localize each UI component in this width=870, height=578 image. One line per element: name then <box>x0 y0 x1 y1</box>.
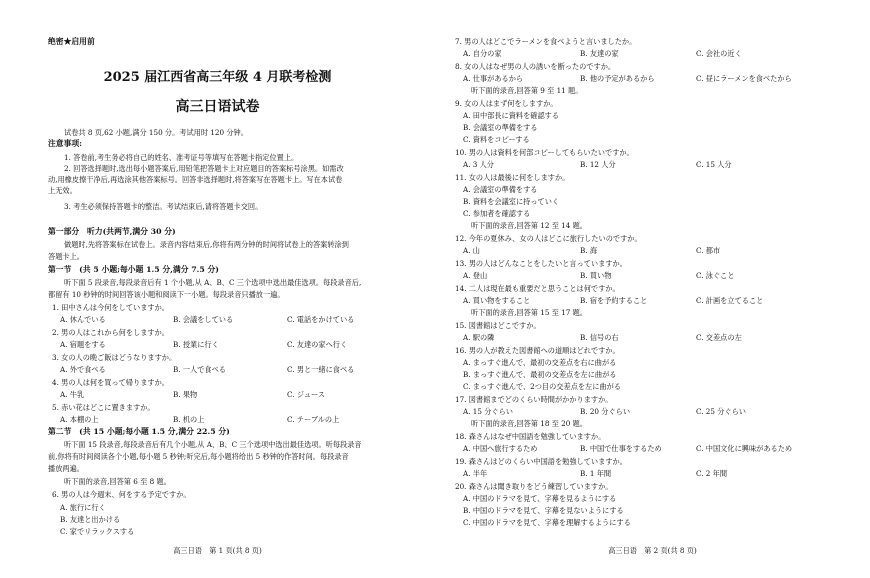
question-1: 1. 田中さんは今何をしていますか。 <box>52 303 169 312</box>
option-3c: C. 男と一緒に食べる <box>287 365 355 374</box>
option-14a: A. 買い物をすること <box>463 296 531 305</box>
part1-desc-2: 答题卡上。 <box>48 252 84 261</box>
option-9a: A. 田中部長に資料を確認する <box>463 111 560 120</box>
option-15b: B. 信号の右 <box>580 333 619 342</box>
option-5a: A. 本棚の上 <box>60 415 99 424</box>
listen-instruction-9-11: 听下面的录音,回答第 9 至 11 题。 <box>471 86 583 95</box>
question-13: 13. 男の人はどんなことをしたいと言っていますか。 <box>455 259 627 268</box>
option-6a: A. 旅行に行く <box>60 503 106 512</box>
option-10c: C. 15 人分 <box>696 160 732 169</box>
option-4a: A. 牛乳 <box>60 390 85 399</box>
option-19c: C. 2 年間 <box>696 469 728 478</box>
option-20a: A. 中国のドラマを見て、字幕を見るようにする <box>463 494 617 503</box>
section2-desc-2: 前,你将有时间阅读各个小题,每小题 5 秒钟;听完后,每小题将给出 5 秒钟的作答时间。每段录音 <box>48 452 349 461</box>
exam-intro: 试卷共 8 页,62 小题,满分 150 分。考试用时 120 分钟。 <box>64 128 248 137</box>
option-7a: A. 自分の家 <box>463 49 502 58</box>
part1-heading: 第一部分 听力(共两节,满分 30 分) <box>48 227 176 236</box>
option-15c: C. 交差点の左 <box>696 333 742 342</box>
option-10a: A. 3 人分 <box>463 160 494 169</box>
notice-item-2a: 2. 回答选择题时,选出每小题答案后,用铅笔把答题卡上对应题目的答案标号涂黑。如需改 <box>64 164 344 173</box>
section1-desc-2: 都留有 10 秒钟的时间回答该小题和阅读下一小题。每段录音只播放一遍。 <box>48 290 285 299</box>
option-8a: A. 仕事があるから <box>463 74 524 83</box>
option-6c: C. 家でリラックスする <box>60 527 135 536</box>
option-17b: B. 20 分ぐらい <box>580 407 631 416</box>
option-20c: C. 中国のドラマを見て、字幕を理解するようにする <box>463 518 631 527</box>
section2-desc-1: 听下面 15 段录音,每段录音后有几个小题,从 A、B、C 三个选项中选出最佳选项。听每段录音 <box>64 440 362 449</box>
question-15: 15. 図書館はどこですか。 <box>455 321 541 330</box>
question-7: 7. 男の人はどこでラーメンを食べようと言いましたか。 <box>455 37 637 46</box>
option-16c: C. まっすぐ進んで、2つ目の交差点を左に曲がる <box>463 382 621 391</box>
question-2: 2. 男の人はこれから何をしますか。 <box>52 328 169 337</box>
question-18: 18. 森さんはなぜ中国語を勉強していますか。 <box>455 432 606 441</box>
exam-title: 2025 届江西省高三年级 4 月联考检测 <box>103 70 332 85</box>
option-11c: C. 参加者を確認する <box>463 209 531 218</box>
option-13a: A. 登山 <box>463 271 488 280</box>
option-10b: B. 12 人分 <box>580 160 616 169</box>
question-8: 8. 女の人はなぜ男の人の誘いを断ったのですか。 <box>455 62 616 71</box>
option-1c: C. 電話をかけている <box>287 315 355 324</box>
option-19b: B. 1 年間 <box>580 469 612 478</box>
option-1b: B. 会議をしている <box>173 315 234 324</box>
listen-instruction-15-17: 听下面的录音,回答第 15 至 17 题。 <box>471 308 587 317</box>
option-7b: B. 友達の家 <box>580 49 619 58</box>
option-6b: B. 友達と出かける <box>60 515 121 524</box>
question-14: 14. 二人は現在最も重要だと思うことは何ですか。 <box>455 284 620 293</box>
option-14c: C. 計画を立てること <box>696 296 764 305</box>
option-14b: B. 宿を予約すること <box>580 296 648 305</box>
option-1a: A. 休んでいる <box>60 315 106 324</box>
option-15a: A. 駅の隣 <box>463 333 495 342</box>
option-17c: C. 25 分ぐらい <box>696 407 746 416</box>
option-3b: B. 一人で食べる <box>173 365 226 374</box>
option-11a: A. 会議室の準備をする <box>463 185 538 194</box>
notice-item-3: 3. 考生必须保持答题卡的整洁。考试结束后,请将答题卡交回。 <box>64 202 263 211</box>
option-2b: B. 授業に行く <box>173 340 219 349</box>
question-20: 20. 森さんは聞き取りをどう練習していますか。 <box>455 482 613 491</box>
confidential-label: 绝密★启用前 <box>48 37 95 46</box>
option-7c: C. 会社の近く <box>696 49 742 58</box>
question-19: 19. 森さんはどのくらい中国語を勉強していますか。 <box>455 457 627 466</box>
question-6: 6. 男の人は今週末、何をする予定ですか。 <box>52 490 191 499</box>
option-4b: B. 果物 <box>173 390 198 399</box>
section1-heading: 第一节 (共 5 小题;每小题 1.5 分,满分 7.5 分) <box>48 265 219 274</box>
option-8c: C. 昼にラーメンを食べたから <box>696 74 792 83</box>
listen-instruction-6-8: 听下面的录音,回答第 6 至 8 题。 <box>64 477 171 486</box>
question-17: 17. 図書館までどのくらい時間がかかりますか。 <box>455 395 613 404</box>
question-3: 3. 女の人の晩ご飯はどうなりますか。 <box>52 353 177 362</box>
section2-heading: 第二节 (共 15 小题;每小题 1.5 分,满分 22.5 分) <box>48 427 230 436</box>
listen-instruction-12-14: 听下面的录音,回答第 12 至 14 题。 <box>471 221 587 230</box>
question-9: 9. 女の人はまず何をしますか。 <box>455 99 558 108</box>
option-17a: A. 15 分ぐらい <box>463 407 513 416</box>
option-18a: A. 中国へ旅行するため <box>463 444 538 453</box>
option-12a: A. 山 <box>463 246 480 255</box>
option-5b: B. 机の上 <box>173 415 205 424</box>
option-8b: B. 他の予定があるから <box>580 74 655 83</box>
exam-subtitle: 高三日语试卷 <box>175 99 260 115</box>
option-12c: C. 都市 <box>696 246 721 255</box>
option-16a: A. まっすぐ進んで、最初の交差点を右に曲がる <box>463 358 617 367</box>
option-18b: B. 中国で仕事をするため <box>580 444 662 453</box>
option-2c: C. 友達の家へ行く <box>287 340 348 349</box>
listen-instruction-18-20: 听下面的录音,回答第 18 至 20 题。 <box>471 419 587 428</box>
question-16: 16. 男の人が教えた図書館への道順はどれですか。 <box>455 346 620 355</box>
option-20b: B. 中国のドラマを見て、字幕を見ないようにする <box>463 506 624 515</box>
question-11: 11. 女の人は最後に何をしますか。 <box>455 173 570 182</box>
option-9b: B. 会議室の準備をする <box>463 123 538 132</box>
footer-page-1: 高三日语 第 1 页(共 8 页) <box>173 546 262 555</box>
section2-desc-3: 播放两遍。 <box>48 464 84 473</box>
option-4c: C. ジュース <box>287 390 326 399</box>
question-10: 10. 男の人は資料を何部コピーしてもらいたいですか。 <box>455 148 634 157</box>
option-11b: B. 資料を会議室に持っていく <box>463 197 560 206</box>
notice-item-2c: 上无效。 <box>48 186 77 195</box>
option-3a: A. 外で食べる <box>60 365 106 374</box>
notice-title: 注意事项: <box>48 139 83 148</box>
option-13c: C. 泳ぐこと <box>696 271 735 280</box>
question-5: 5. 赤い花はどこに置きますか。 <box>52 403 155 412</box>
notice-item-2b: 动,用橡皮擦干净后,再选涂其他答案标号。回答非选择题时,将答案写在答题卡上。写在本试卷 <box>48 175 343 184</box>
option-9c: C. 資料をコピーする <box>463 135 530 144</box>
question-12: 12. 今年の夏休み、女の人はどこに旅行したいのですか。 <box>455 234 642 243</box>
section1-desc-1: 听下面 5 段录音,每段录音后有 1 个小题,从 A、B、C 三个选项中选出最佳选项。每段录音后, <box>64 278 362 287</box>
option-16b: B. まっすぐ進んで、最初の交差点を左に曲がる <box>463 370 617 379</box>
option-18c: C. 中国文化に興味があるため <box>696 444 793 453</box>
question-4: 4. 男の人は何を買って帰りますか。 <box>52 378 169 387</box>
option-19a: A. 半年 <box>463 469 488 478</box>
option-2a: A. 宿題をする <box>60 340 106 349</box>
option-13b: B. 買い物 <box>580 271 612 280</box>
part1-desc-1: 做题时,先将答案标在试卷上。录音内容结束后,你将有两分钟的时间将试卷上的答案转涂到 <box>64 240 349 249</box>
option-5c: C. テーブルの上 <box>287 415 340 424</box>
notice-item-1: 1. 答卷前,考生务必将自己的姓名、准考证号等填写在答题卡指定位置上。 <box>64 153 299 162</box>
option-12b: B. 海 <box>580 246 598 255</box>
footer-page-2: 高三日语 第 2 页(共 8 页) <box>608 546 697 555</box>
